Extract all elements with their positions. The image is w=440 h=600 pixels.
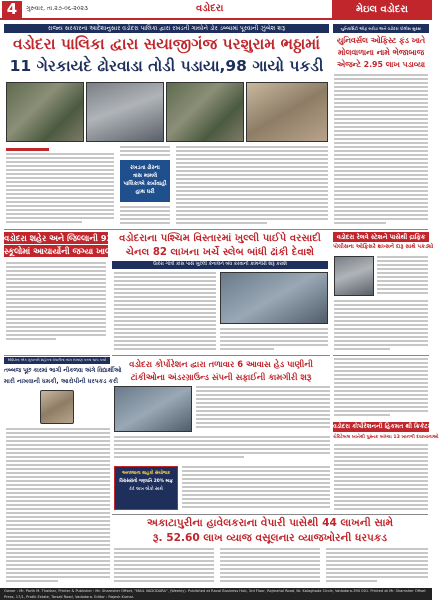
story3-headline-2: ચેનલ 82 લાખના ખર્ચે સ્લેબ બાંધી ઢાંકી દેવાશે	[125, 247, 315, 258]
story8-headline-2: રૂ. 52.60 લાખ વ્યાજ વસૂલનાર વ્યાજખોરની ધરપકડ	[152, 532, 388, 544]
right-headline-2: મોલવાળાના નામે ભેજાબાજ	[338, 48, 424, 57]
story8-headline-1: અકાટાપુરીના હાવેલકરાના વેપારી પાસેથી 44 લાખની સામે	[146, 517, 394, 529]
right-story-body	[334, 74, 428, 226]
lead-headline-1: વડોદરા પાલિકા દ્વારા સયાજીગંજ પરશુરામ ભઠ્ઠામાં	[12, 35, 321, 53]
story5-headline-2: તબ્બજ પૂછ કારમાં ભાગી નીકળવા અંગે વિદ્યાર્થીઓ	[4, 368, 122, 374]
story4-body-1	[377, 256, 428, 296]
story5-headline-3: મારી નાખવાની ધમકી, આરોપીની ધરપકડ કરી	[4, 378, 118, 385]
lead-photo-2	[86, 82, 164, 142]
lead-headline-2: 11 ગેરકાયદે ઢોરવાડા તોડી પડાયા,98 ગાયો પકડી	[9, 57, 324, 75]
lead-photo-1	[6, 82, 84, 142]
box-ad-line-2: વિરાસરાંનો ગણપતિ 20% માફ	[119, 479, 173, 484]
story4-headline-1: વડોદરા રેલવે સ્ટેશને પાસેથી દ્રાફિક	[333, 232, 429, 242]
story7-body	[334, 444, 428, 514]
page-number: 4	[2, 1, 22, 18]
story5-headline-1: MSUના એક મુકાબલે શહેરના વેપારીના નામ લખાણ કરતા ચાપ કર્યો	[4, 357, 110, 364]
story8-body-1	[114, 548, 214, 586]
story2-headline-1: વડોદરા શહેર અને જિલ્લાની 93	[4, 233, 113, 243]
story4-headline-2: પોલીસના ઓફિસરે શખ્સને દારૂ સાથે પકડ્યો	[333, 244, 434, 250]
story7-body-top	[334, 358, 428, 418]
story6-body-1	[196, 386, 330, 430]
story6-headline-1: વડોદરા કોર્પોરેશન દ્વારા તળાવાર 6 આવાસ હેડ પાણીની	[129, 359, 313, 369]
imprint-footer: Owner : Mr. Parth M. Thakkar, Printer & Publisher : Mr. Shamsher Offset, "MAIL VADODARA", (Weekly). Published at Raval Business Hub, 3rd Floor, Rajmahal Road, Nr. Kalaghoda Circle, Vadodara-390 001. Printed at Mr. Shamsher Offset Press, 17/1, Pratik Estate, Tarsali Road, Vadodara. Editor : Rajesh Kumar.	[0, 588, 432, 600]
section-city: વડોદરા	[196, 3, 224, 14]
story7-headline-2: ચેરિટેબલ ખાતેથી પુસ્તક બાંધ્યા 13 ખાનગી દવાખાનાઓ	[333, 435, 439, 440]
story3-photo	[220, 272, 328, 324]
highlight-box: રખડતા ઢોરના ત્રાસ મામલે પાલિકાએ કાર્યવાહી હાથ ધરી	[120, 160, 170, 202]
right-kicker: યુનિવર્સિટી ઓફ બરોડા અને વડોદરા પોલીસ સુરક્ષા	[333, 24, 429, 33]
story5-photo	[40, 390, 74, 424]
lead-photo-3	[166, 82, 244, 142]
box-ad-line-1: અનલ્લાના ગ્રાહકો સંયોજક	[121, 471, 171, 476]
divider-3	[112, 355, 330, 356]
story6-headline-2: ટાંકીઓના અંડરગ્રાઉન્ડ સંપની સફાઈની કામગીરી શરૂ	[130, 372, 312, 382]
divider-1	[4, 229, 428, 230]
story6-body-2	[114, 436, 330, 462]
lead-body-col-2-bottom	[120, 206, 170, 228]
box-ad-line-3: 44 લાખ લોકો સાથે	[129, 487, 163, 492]
brand-name: મેઇલ વડોદરા	[332, 0, 432, 20]
story8-body-2	[220, 548, 320, 586]
story4-photo	[334, 256, 374, 296]
story3-body-1	[114, 272, 216, 352]
right-headline-1: યુનિવર્સલ ઓફિસ્ટ ફંડ ખાતે	[336, 36, 426, 45]
story2-body	[6, 262, 106, 342]
divider-2	[4, 355, 110, 356]
right-headline-3: એજન્ટે 2.95 લાખ પડાવ્યા	[336, 60, 426, 69]
story3-body-2	[220, 328, 328, 352]
story2-headline-2: સ્કૂલોમાં આચાર્યોની જગ્યા ખાલી	[4, 246, 114, 256]
divider-5	[112, 514, 428, 515]
story6-body-3	[182, 466, 330, 510]
story3-headline-1: વડોદરાના પશ્ચિમ વિસ્તારમાં ખુલ્લી પાઈપે વરસાદી	[119, 233, 321, 244]
story5-body	[6, 428, 110, 586]
box-ad	[114, 466, 178, 510]
lead-kicker: રાજ્ય સરકારના આદેશાનુસાર વડોદરા પાલિકા દ્વારા રખડતી ગાયોને ડોર ડબ્બામાં પૂરવાની ઝુંબેશ શરૂ	[4, 24, 329, 33]
date-line: ગુરુવાર, તા.૨૭-૦૬-૨૦૨૩	[26, 5, 88, 12]
story8-body-3	[326, 548, 428, 586]
story3-subhead: ઉકેરા ગોત્રી કાંસ પાસે ખુલ્લી કેનાલને બંધ કરવાની કામગીરી શરૂ કરાશે	[112, 261, 328, 269]
story7-headline-1: વડોદરા કોર્પોરેશનની હિકમત થી ક્રિકેટમાંથી	[333, 423, 440, 430]
lead-body-col-2-top	[120, 146, 170, 158]
divider-4	[333, 355, 429, 356]
lead-body-col-3	[176, 146, 328, 228]
lead-body-col-1	[6, 148, 114, 226]
story6-photo	[114, 386, 192, 432]
lead-photo-4	[246, 82, 328, 142]
story4-body-2	[334, 300, 428, 352]
